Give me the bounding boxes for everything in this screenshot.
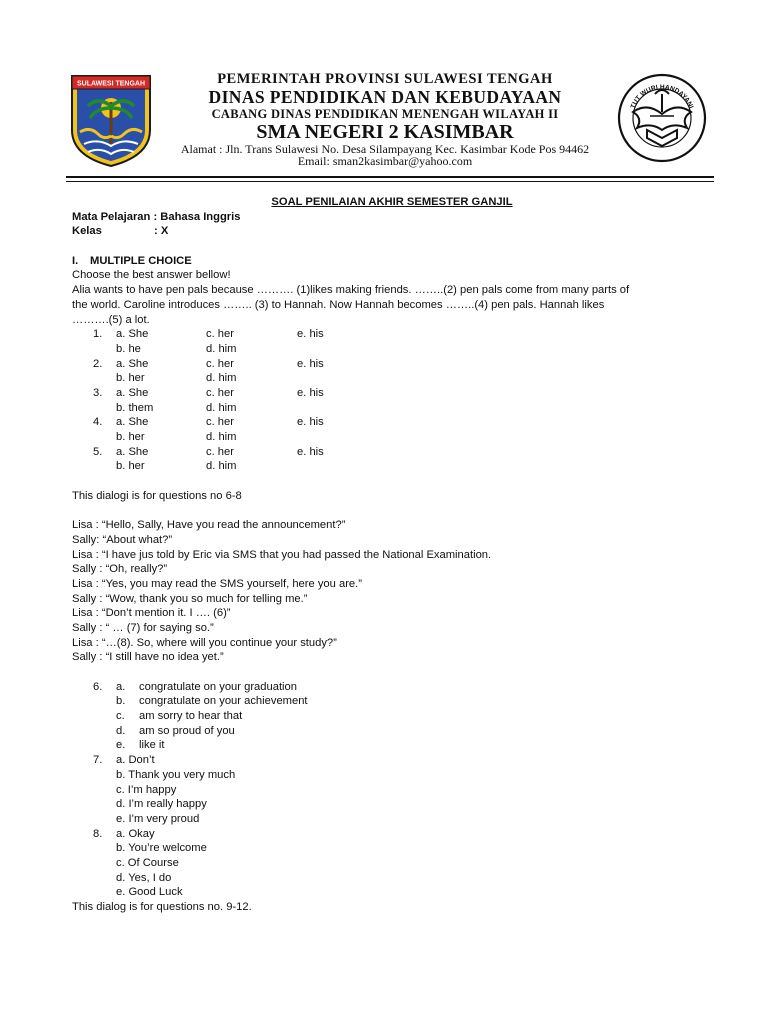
- option-b: b. her: [116, 431, 145, 443]
- dialog-2-intro: This dialog is for questions no. 9-12.: [72, 901, 252, 913]
- question-8-option-d: [72, 871, 712, 886]
- option-e: e. his: [297, 416, 324, 429]
- dialog-line: Lisa : “I have jus told by Eric via SMS that you had passed the National Examination.: [72, 548, 492, 561]
- option-c: c. her: [206, 445, 234, 458]
- question-number: 4.: [93, 416, 103, 429]
- emblem-label: SULAWESI TENGAH: [76, 80, 146, 88]
- question-8-option-c: [72, 856, 712, 871]
- option-d: d. him: [206, 372, 237, 385]
- option-text: congratulate on your graduation: [139, 680, 297, 693]
- option-d: d. him: [206, 342, 237, 355]
- question-7-option-e: [72, 812, 712, 827]
- option-letter: e.: [116, 739, 126, 752]
- option-b: b. them: [116, 401, 154, 414]
- branch-name: CABANG DINAS PENDIDIKAN MENENGAH WILAYAH II: [211, 107, 559, 121]
- section-number: I.: [72, 254, 79, 267]
- dialog-line: Sally : “Wow, thank you so much for telling me.”: [72, 592, 308, 605]
- option-text: congratulate on your achievement: [139, 695, 308, 708]
- question-8-option-e: [72, 885, 712, 900]
- option-c: c. her: [206, 357, 234, 370]
- option-letter: a.: [116, 680, 126, 693]
- exam-title: SOAL PENILAIAN AKHIR SEMESTER GANJIL: [271, 196, 513, 208]
- option-d: d. him: [206, 460, 237, 473]
- passage-line: ……….(5) a lot.: [72, 313, 150, 326]
- school-email: Email: sman2kasimbar@yahoo.com: [297, 154, 473, 168]
- dialog-line: Lisa : “Yes, you may read the SMS yourself, here you are.”: [72, 577, 362, 590]
- class-label: Kelas: [72, 225, 102, 238]
- option-letter: b.: [116, 695, 126, 708]
- question-6-option-a: [72, 680, 712, 695]
- question-6-option-b: [72, 694, 712, 709]
- option-a: a. She: [116, 416, 149, 429]
- option-b: b. her: [116, 460, 145, 473]
- gov-name: PEMERINTAH PROVINSI SULAWESI TENGAH: [217, 71, 553, 87]
- dialog-line: Sally : “I still have no idea yet.”: [72, 651, 224, 664]
- question-8-option-a: [72, 827, 712, 842]
- question-number: 6.: [93, 680, 103, 693]
- option-text: like it: [139, 739, 165, 752]
- dialog-1-intro: This dialogi is for questions no 6-8: [72, 489, 242, 502]
- option-c: c. her: [206, 416, 234, 429]
- section-heading: [72, 254, 712, 269]
- class-line: [72, 224, 712, 239]
- option: c. Of Course: [116, 856, 179, 869]
- question-number: 2.: [93, 357, 103, 370]
- passage-line: the world. Caroline introduces …….. (3) to Hannah. Now Hannah becomes ……..(4) pen pals. Hannah likes: [72, 298, 605, 311]
- question-7-option-b: [72, 768, 712, 783]
- option: a. Okay: [116, 827, 155, 840]
- question-3-row-1: [72, 386, 712, 401]
- option-c: c. her: [206, 386, 234, 399]
- passage-line: Alia wants to have pen pals because ………. (1)likes making friends. ……..(2) pen pals come from many parts of: [72, 284, 630, 297]
- option-e: e. his: [297, 357, 324, 370]
- option: d. I’m really happy: [116, 798, 207, 811]
- option-a: a. She: [116, 445, 149, 458]
- option: e. I’m very proud: [116, 812, 200, 825]
- option-a: a. She: [116, 386, 149, 399]
- question-number: 8.: [93, 827, 103, 840]
- question-6-option-c: [72, 709, 712, 724]
- option-d: d. him: [206, 431, 237, 443]
- dialog-line: Sally: “About what?”: [72, 533, 173, 546]
- option: d. Yes, I do: [116, 871, 172, 884]
- option-b: b. her: [116, 372, 145, 385]
- option-text: am so proud of you: [139, 724, 235, 737]
- question-1-row-2: [72, 342, 712, 357]
- question-7-option-a: [72, 753, 712, 768]
- question-2-row-2: [72, 371, 712, 386]
- question-4-row-2: [72, 430, 712, 445]
- question-1-row-1: [72, 327, 712, 342]
- question-number: 7.: [93, 754, 103, 767]
- question-4-row-1: [72, 415, 712, 430]
- option-letter: d.: [116, 724, 126, 737]
- section-title: MULTIPLE CHOICE: [90, 254, 192, 267]
- option: a. Don’t: [116, 754, 155, 767]
- option: c. I’m happy: [116, 783, 177, 796]
- option-e: e. his: [297, 328, 324, 341]
- option-text: am sorry to hear that: [139, 710, 243, 723]
- option-d: d. him: [206, 401, 237, 414]
- option-e: e. his: [297, 386, 324, 399]
- question-5-row-1: [72, 445, 712, 460]
- option: b. Thank you very much: [116, 768, 236, 781]
- letterhead-rule-thin: [66, 181, 714, 182]
- letterhead-rule-thick: [66, 176, 714, 178]
- option-a: a. She: [116, 328, 149, 341]
- department-name: DINAS PENDIDIKAN DAN KEBUDAYAAN: [208, 87, 562, 107]
- option-c: c. her: [206, 328, 234, 341]
- letterhead: [0, 66, 768, 176]
- dialog-line: Lisa : “Hello, Sally, Have you read the announcement?”: [72, 519, 346, 532]
- question-number: 3.: [93, 386, 103, 399]
- question-7-option-d: [72, 797, 712, 812]
- option: b. You’re welcome: [116, 842, 207, 855]
- option: e. Good Luck: [116, 886, 183, 899]
- class-value: : X: [154, 225, 169, 238]
- sulawesi-tengah-emblem-icon: [68, 72, 154, 168]
- school-name: SMA NEGERI 2 KASIMBAR: [256, 121, 514, 143]
- dialog-line: Sally : “ … (7) for saying so.”: [72, 621, 214, 634]
- dialog-line: Sally : “Oh, really?”: [72, 563, 168, 576]
- dialog-line: Lisa : “Don’t mention it. I …. (6)”: [72, 607, 231, 620]
- seal-motto: TUT WURI HANDAYANI: [629, 83, 695, 110]
- option-b: b. he: [116, 342, 141, 355]
- dialog-line: Lisa : “…(8). So, where will you continue your study?”: [72, 636, 337, 649]
- question-3-row-2: [72, 401, 712, 416]
- question-5-row-2: [72, 459, 712, 474]
- instruction: Choose the best answer bellow!: [72, 269, 231, 282]
- option-letter: c.: [116, 710, 125, 723]
- tut-wuri-handayani-seal-icon: [617, 72, 707, 164]
- option-e: e. his: [297, 445, 324, 458]
- question-number: 1.: [93, 328, 103, 341]
- exam-content: [72, 195, 712, 915]
- question-2-row-1: [72, 357, 712, 372]
- option-a: a. She: [116, 357, 149, 370]
- question-6-option-d: [72, 724, 712, 739]
- question-7-option-c: [72, 783, 712, 798]
- question-number: 5.: [93, 445, 103, 458]
- question-8-option-b: [72, 841, 712, 856]
- question-6-option-e: [72, 738, 712, 753]
- school-address: Alamat : Jln. Trans Sulawesi No. Desa Silampayang Kec. Kasimbar Kode Pos 94462: [180, 142, 590, 156]
- subject-line: Mata Pelajaran : Bahasa Inggris: [72, 210, 241, 223]
